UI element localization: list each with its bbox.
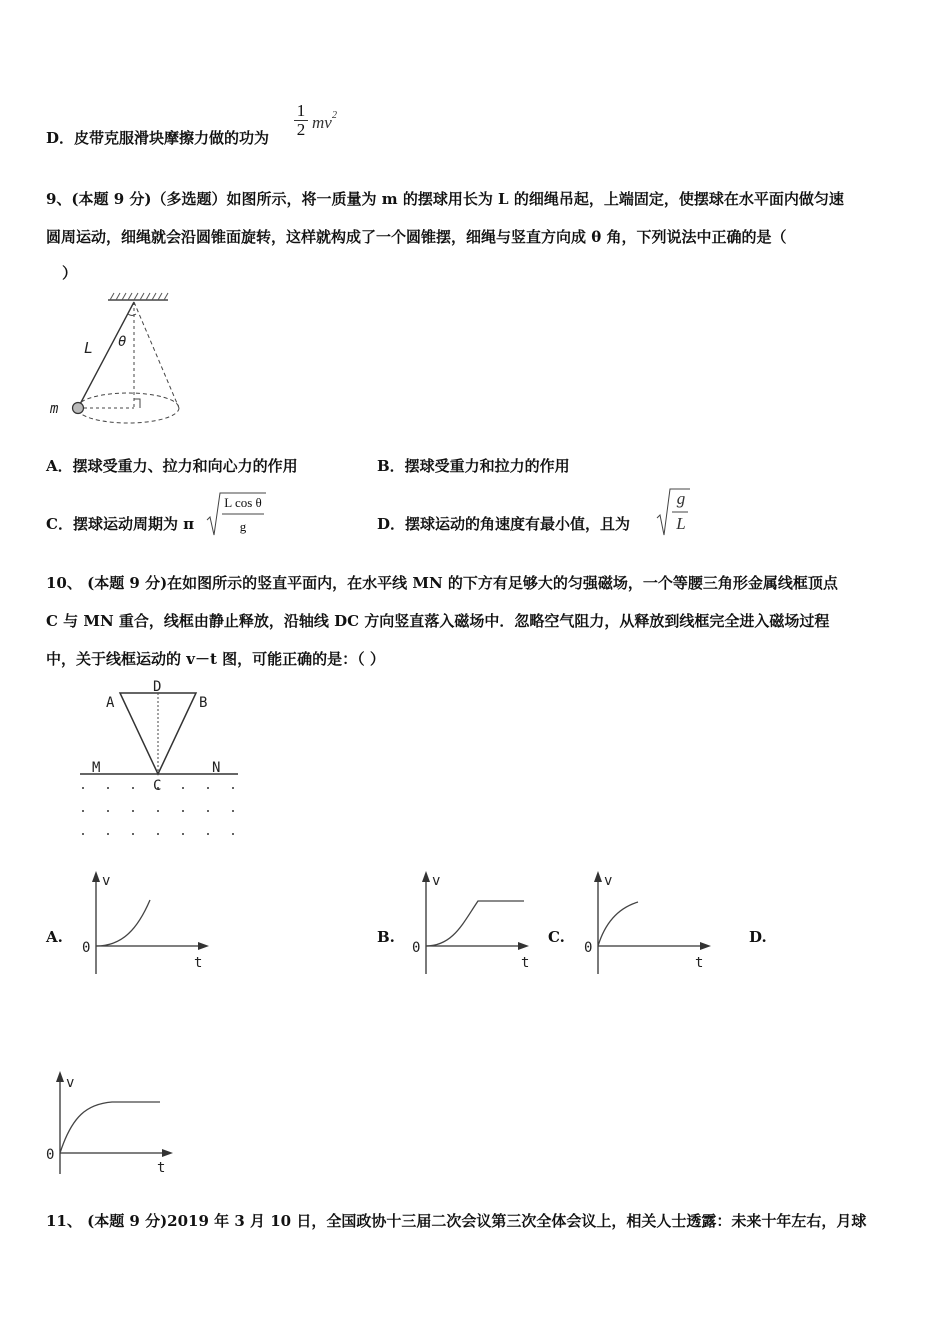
label-vertex-c: C [153, 778, 162, 794]
axis-t-label: t [157, 1160, 166, 1176]
pendulum-ball [73, 403, 84, 414]
vt-graph-a [78, 868, 218, 980]
q10-option-a: A. [46, 928, 63, 946]
axis-v-label: v [432, 873, 441, 889]
q11-stem-line1: 11、 (本题 9 分)2019 年 3 月 10 日，全国政协十三届二次会议第三次全体会议上，相关人士透露：未来十年左右，月球 [46, 1212, 867, 1230]
axis-t-label: t [695, 955, 704, 971]
vt-graph-b [408, 868, 538, 980]
q9-d-denominator: L [676, 514, 686, 533]
q9-option-c: C．摆球运动周期为 π [46, 515, 195, 533]
axis-v-label: v [604, 873, 613, 889]
q9-stem-line3: ） [62, 264, 78, 282]
curve-d [60, 1102, 160, 1153]
axis-t-label: t [521, 955, 530, 971]
triangle-frame-figure [78, 676, 243, 844]
vt-graph-d [42, 1068, 182, 1180]
origin-label: 0 [46, 1147, 55, 1163]
curve-c [598, 902, 638, 946]
label-theta: θ [118, 334, 127, 350]
label-vertex-a: A [106, 695, 115, 711]
label-L: L [84, 339, 94, 357]
q10-stem-line3: 中，关于线框运动的 v－t 图，可能正确的是：（ ） [46, 650, 385, 668]
q10-option-b: B. [377, 928, 395, 946]
q8-fraction: 1 2 [294, 102, 308, 139]
origin-label: 0 [412, 940, 421, 956]
q9-stem-line2: 圆周运动，细绳就会沿圆锥面旋转，这样就构成了一个圆锥摆，细绳与竖直方向成 θ 角，下列说法中正确的是（ [46, 228, 787, 246]
label-m: m [50, 401, 59, 417]
axis-v-label: v [102, 873, 111, 889]
label-n: N [212, 760, 221, 776]
label-m: M [92, 760, 101, 776]
q9-option-b: B．摆球受重力和拉力的作用 [377, 457, 570, 475]
q8-option-d: D．皮带克服滑块摩擦力做的功为 [46, 129, 270, 147]
q10-stem-line2: C 与 MN 重合，线框由静止释放，沿轴线 DC 方向竖直落入磁场中．忽略空气阻力，从释放到线框完全进入磁场过程 [46, 612, 830, 630]
curve-a [96, 900, 150, 946]
q9-stem-line1: 9、(本题 9 分)（多选题）如图所示，将一质量为 m 的摆球用长为 L 的细绳吊起，上端固定，使摆球在水平面内做匀速 [46, 190, 844, 208]
q8-mv: mv [312, 113, 332, 132]
vt-graph-c [580, 868, 720, 980]
q9-c-numerator: L cos θ [224, 495, 262, 510]
q9-option-d: D．摆球运动的角速度有最小值，且为 [377, 515, 631, 533]
q10-stem-line1: 10、 (本题 9 分)在如图所示的竖直平面内，在水平线 MN 的下方有足够大的匀强磁场，一个等腰三角形金属线框顶点 [46, 574, 838, 592]
conical-pendulum-figure [46, 292, 186, 437]
q10-option-d: D. [749, 928, 767, 946]
origin-label: 0 [584, 940, 593, 956]
q10-option-c: C. [548, 928, 565, 946]
label-vertex-d: D [153, 679, 162, 695]
label-vertex-b: B [199, 695, 208, 711]
q9-option-a: A．摆球受重力、拉力和向心力的作用 [46, 457, 298, 475]
curve-b [426, 901, 524, 946]
origin-label: 0 [82, 940, 91, 956]
axis-t-label: t [194, 955, 203, 971]
axis-v-label: v [66, 1075, 75, 1091]
q9-c-denominator: g [239, 519, 247, 534]
q9-d-numerator: g [676, 489, 686, 508]
q8-exponent: 2 [332, 110, 337, 121]
